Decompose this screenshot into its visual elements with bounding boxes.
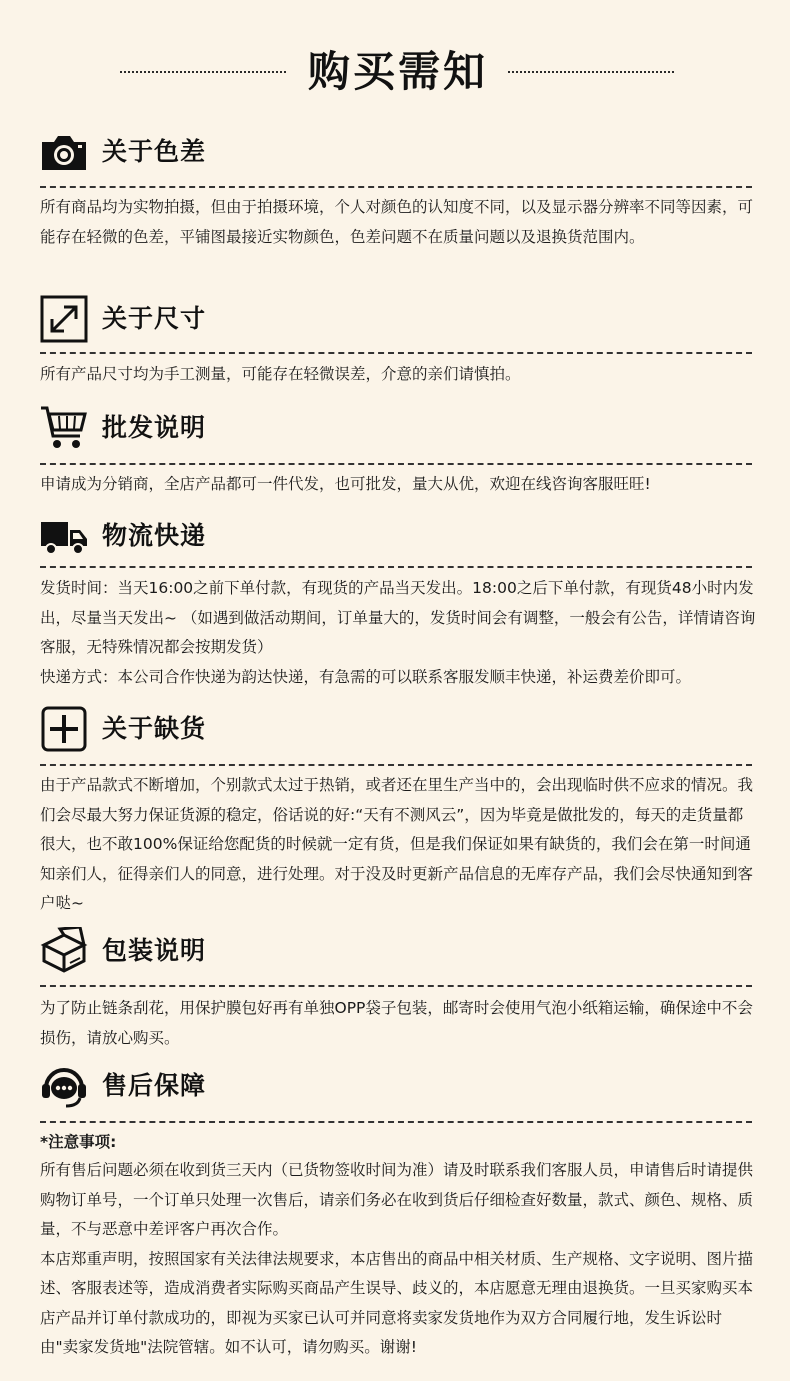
section-heading: 物流快递 [102,521,207,550]
section-divider [40,463,752,465]
package-box-icon [40,927,88,975]
section-logistics [40,512,760,562]
customer-service-icon [40,1062,88,1110]
notice-title: *注意事项: [40,1133,117,1151]
section-divider [40,764,752,766]
section-after-sales [40,1062,760,1112]
section-divider [40,186,752,188]
plus-box-icon [40,705,88,753]
section-body-text: 所有商品均为实物拍摄，但由于拍摄环境，个人对颜色的认知度不同，以及显示器分辨率不同等因素，可能存在轻微的色差，平铺图最接近实物颜色，色差问题不在质量问题以及退换货范围内。 [40,198,754,246]
section-heading: 批发说明 [102,413,207,442]
section-body-text: 发货时间：当天16:00之前下单付款，有现货的产品当天发出。18:00之后下单付款，有现货48小时内发出，尽量当天发出~ （如遇到做活动期间，订单量大的，发货时间会有调整，一般会有公告，详情请咨询客服，无特殊情况都会按期发货） 快递方式：本公司合作快递为韵达快递，有急需的可以联系客服发顺丰快递，补运费差价即可。 [40,579,756,686]
section-color-difference [40,128,760,178]
camera-icon [40,128,88,176]
section-heading: 售后保障 [102,1071,207,1100]
section-divider [40,352,752,354]
section-body-text: 为了防止链条刮花，用保护膜包好再有单独OPP袋子包装，邮寄时会使用气泡小纸箱运输，确保途中不会损伤，请放心购买。 [40,999,753,1047]
section-body-text: 由于产品款式不断增加，个别款式太过于热销，或者还在里生产当中的，会出现临时供不应求的情况。我们会尽最大努力保证货源的稳定，俗话说的好:“天有不测风云”，因为毕竟是做批发的，每天的走货量都很大，也不敢100%保证给您配货的时候就一定有货，但是我们保证如果有缺货的，我们会在第一时间通知亲们人，征得亲们人的同意，进行处理。对于没及时更新产品信息的无库存产品，我们会尽快通知到客户哒~ [40,776,754,912]
section-heading: 关于缺货 [102,714,207,743]
delivery-truck-icon [40,512,88,560]
shopping-cart-icon [40,404,88,452]
section-body-text: 申请成为分销商，全店产品都可一件代发，也可批发，量大从优，欢迎在线咨询客服旺旺! [40,475,651,493]
section-divider [40,566,752,568]
resize-arrow-icon [40,295,88,343]
title-dotted-line-left [120,71,286,73]
page-title: 购买需知 [307,47,488,96]
section-body-text: 所有产品尺寸均为手工测量，可能存在轻微误差，介意的亲们请慎拍。 [40,365,521,383]
section-divider [40,1121,752,1123]
section-packaging [40,927,760,977]
section-size [40,295,760,345]
section-wholesale [40,404,760,454]
section-body-text: 所有售后问题必须在收到货三天内（已货物签收时间为准）请及时联系我们客服人员，申请售后时请提供购物订单号，一个订单只处理一次售后，请亲们务必在收到货后仔细检查好数量，款式、颜色、规格、质量，不与恶意中差评客户再次合作。 本店郑重声明，按照国家有关法律法规要求，本店售出的商品中相关材质、生产规格、文字说明、图片描述、客服表述等，造成消费者实际购买商品产生误导、歧义的，本店愿意无理由退换货。一旦买家购买本店产品并订单付款成功的，即视为买家已认可并同意将卖家发货地作为双方合同履行地，发生诉讼时由"卖家发货地"法院管辖。如不认可，请勿购买。谢谢! [40,1161,754,1356]
section-heading: 关于尺寸 [102,304,207,333]
section-heading: 关于色差 [102,137,207,166]
section-heading: 包装说明 [102,936,207,965]
section-divider [40,985,752,987]
section-out-of-stock [40,705,760,755]
title-dotted-line-right [508,71,674,73]
